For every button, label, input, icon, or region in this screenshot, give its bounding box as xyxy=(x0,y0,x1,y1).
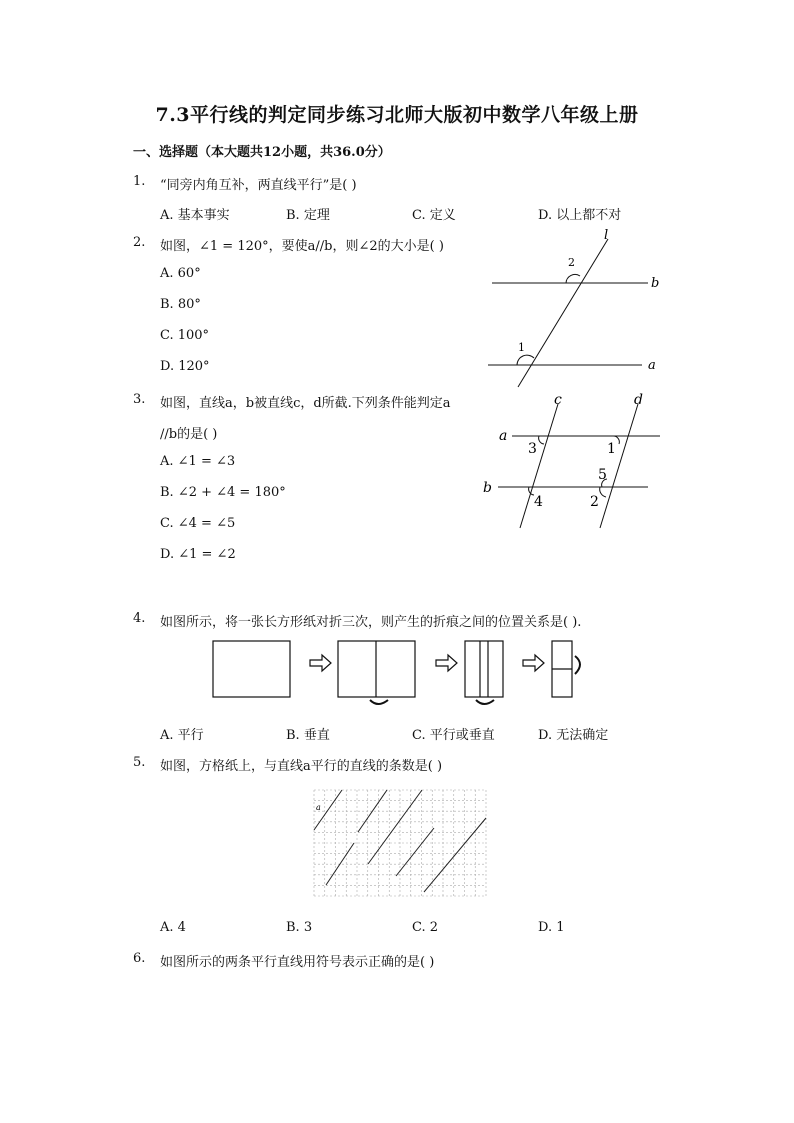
question-2-option-d: D. 120° xyxy=(160,359,210,374)
question-2-text: 如图，∠1 = 120°，要使a//b，则∠2的大小是( ) xyxy=(160,239,444,254)
question-4-text: 如图所示，将一张长方形纸对折三次，则产生的折痕之间的位置关系是( ). xyxy=(160,615,582,630)
question-5-option-d: D. 1 xyxy=(538,920,565,935)
question-4-option-b: B. 垂直 xyxy=(286,728,330,743)
angle-2-arc xyxy=(566,274,580,283)
label-4: 4 xyxy=(534,494,543,510)
arrow-icon xyxy=(310,655,331,671)
question-2-option-b: B. 80° xyxy=(160,297,201,312)
label-angle-1: 1 xyxy=(518,341,525,354)
label-a: a xyxy=(499,428,508,444)
question-6-text: 如图所示的两条平行直线用符号表示正确的是( ) xyxy=(160,955,435,970)
question-3-figure xyxy=(480,388,670,536)
question-4-figure xyxy=(200,632,600,712)
label-l: l xyxy=(604,228,609,243)
fold-arrow-icon xyxy=(370,700,388,704)
section-heading: 一、选择题（本大题共12小题，共36.0分） xyxy=(133,145,391,160)
fold-arrow-icon xyxy=(575,656,580,674)
label-1: 1 xyxy=(607,441,616,457)
question-4-number: 4. xyxy=(133,611,146,626)
question-3-option-b: B. ∠2 + ∠4 = 180° xyxy=(160,485,286,500)
angle-1-arc xyxy=(517,355,534,365)
label-a: a xyxy=(648,358,656,373)
question-2-figure xyxy=(480,225,670,395)
question-2-option-a: A. 60° xyxy=(160,266,201,281)
arrow-icon xyxy=(523,655,544,671)
line-d xyxy=(600,404,638,528)
grid-line-4 xyxy=(396,828,434,876)
question-3-text-line-1: 如图，直线a，b被直线c，d所截.下列条件能判定a xyxy=(160,396,451,411)
question-5-option-c: C. 2 xyxy=(412,920,439,935)
label-5: 5 xyxy=(598,467,607,483)
fold-arrow-icon xyxy=(476,700,494,704)
question-3-option-c: C. ∠4 = ∠5 xyxy=(160,516,236,531)
question-4-option-d: D. 无法确定 xyxy=(538,728,609,743)
question-1-option-d: D. 以上都不对 xyxy=(538,208,622,223)
page-title: 7.3平行线的判定同步练习北师大版初中数学八年级上册 xyxy=(155,104,639,126)
label-a: a xyxy=(316,803,321,812)
question-5-text: 如图，方格纸上，与直线a平行的直线的条数是( ) xyxy=(160,759,443,774)
question-5-option-a: A. 4 xyxy=(160,920,186,935)
question-2-option-c: C. 100° xyxy=(160,328,210,343)
question-5-grid-figure xyxy=(312,788,490,900)
question-3-text-line-2: //b的是( ) xyxy=(160,427,218,442)
question-3-option-a: A. ∠1 = ∠3 xyxy=(160,454,236,469)
angle-3-arc xyxy=(539,436,544,444)
question-6-number: 6. xyxy=(133,951,146,966)
label-angle-2: 2 xyxy=(568,256,575,269)
question-1-option-b: B. 定理 xyxy=(286,208,330,223)
question-2-number: 2. xyxy=(133,235,146,250)
grid xyxy=(314,790,486,896)
label-b: b xyxy=(651,276,660,291)
question-5-option-b: B. 3 xyxy=(286,920,313,935)
question-3-option-d: D. ∠1 = ∠2 xyxy=(160,547,236,562)
question-3-number: 3. xyxy=(133,392,146,407)
label-c: c xyxy=(554,392,562,408)
label-3: 3 xyxy=(528,441,537,457)
label-2: 2 xyxy=(590,494,599,510)
question-4-option-c: C. 平行或垂直 xyxy=(412,728,495,743)
paper-fold-2 xyxy=(465,641,503,697)
question-5-number: 5. xyxy=(133,755,146,770)
question-1-option-c: C. 定义 xyxy=(412,208,456,223)
question-1-number: 1. xyxy=(133,174,146,189)
label-d: d xyxy=(634,392,643,408)
angle-2-arc xyxy=(600,487,606,497)
question-4-option-a: A. 平行 xyxy=(160,728,204,743)
arrow-icon xyxy=(436,655,457,671)
question-1-text: “同旁内角互补，两直线平行”是( ) xyxy=(160,178,357,193)
label-b: b xyxy=(483,480,492,496)
paper-unfolded xyxy=(213,641,290,697)
question-1-option-a: A. 基本事实 xyxy=(160,208,230,223)
